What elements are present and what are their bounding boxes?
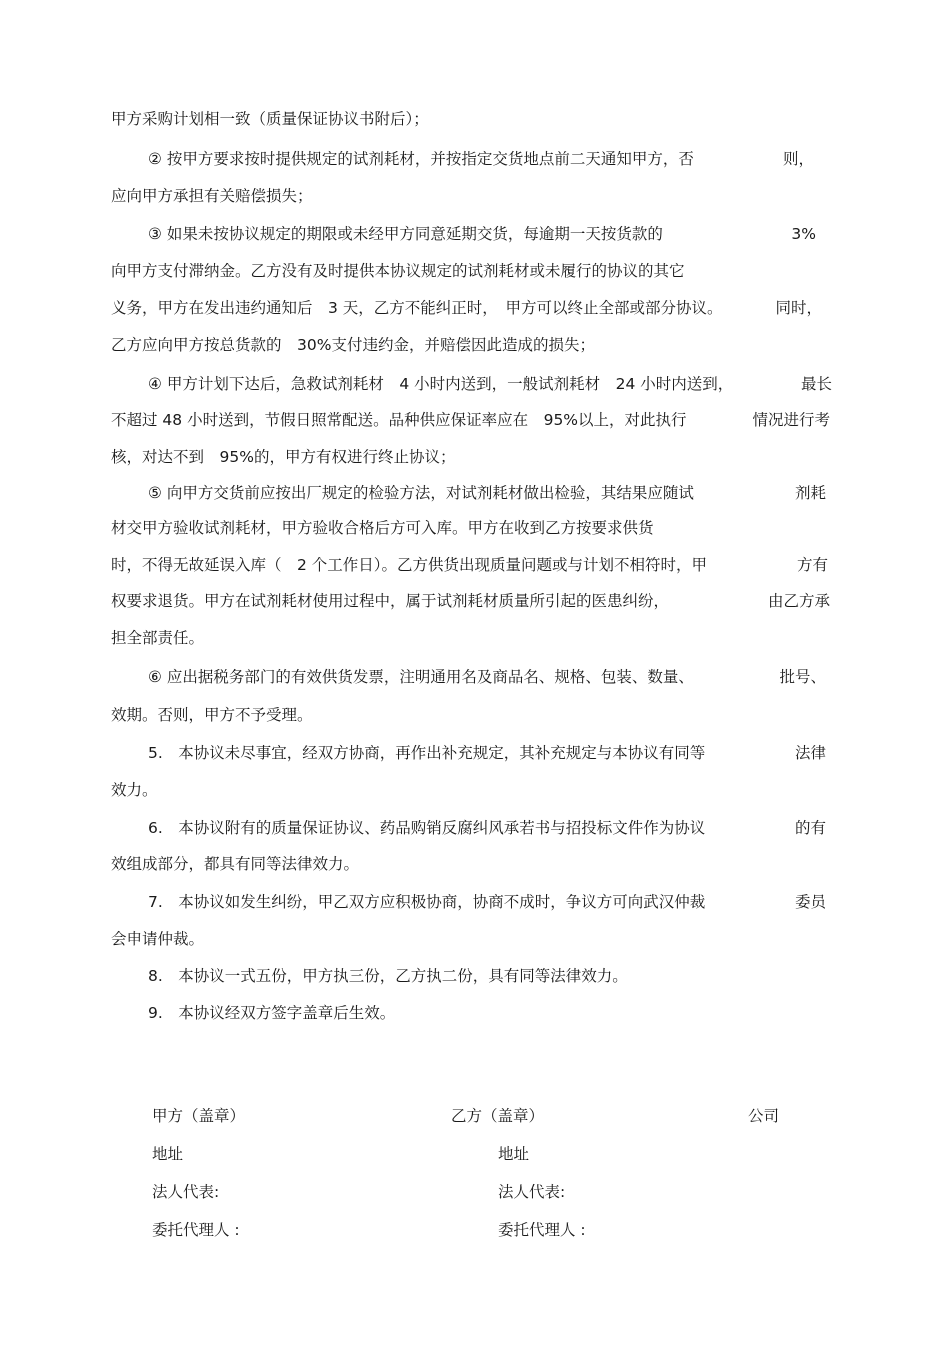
party-a-legal-rep: 法人代表: <box>152 1183 220 1201</box>
text-line: ③ 如果未按协议规定的期限或未经甲方同意延期交货，每逾期一天按货款的 <box>148 225 663 243</box>
text-line: 9. 本协议经双方签字盖章后生效。 <box>148 1004 396 1022</box>
text-line: 甲方采购计划相一致（质量保证协议书附后）； <box>111 110 429 128</box>
text-line-tail: 批号、 <box>779 668 826 686</box>
text-line: 材交甲方验收试剂耗材，甲方验收合格后方可入库。甲方在收到乙方按要求供货 <box>111 519 654 537</box>
text-line: 6. 本协议附有的质量保证协议、药品购销反腐纠风承若书与招投标文件作为协议 <box>148 819 706 837</box>
text-line-tail: 委员 <box>794 893 826 911</box>
party-a-seal: 甲方（盖章） <box>152 1107 246 1125</box>
party-b-legal-rep: 法人代表: <box>498 1183 566 1201</box>
text-line-tail: 剂耗 <box>794 484 826 502</box>
text-line: ⑤ 向甲方交货前应按出厂规定的检验方法，对试剂耗材做出检验，其结果应随试 <box>148 484 694 502</box>
text-line-tail: 的有 <box>794 819 826 837</box>
party-b-seal: 乙方（盖章） <box>451 1107 545 1125</box>
text-line: 时，不得无故延误入库（ 2 个工作日）。乙方供货出现质量问题或与计划不相符时，甲 <box>111 556 708 574</box>
text-line-tail: 同时， <box>775 299 822 317</box>
text-line-tail: 3% <box>791 225 816 243</box>
text-line: 7. 本协议如发生纠纷，甲乙双方应积极协商，协商不成时，争议方可向武汉仲裁 <box>148 893 706 911</box>
text-line: 会申请仲裁。 <box>111 930 205 948</box>
text-line: 8. 本协议一式五份，甲方执三份，乙方执二份，具有同等法律效力。 <box>148 967 628 985</box>
text-line: 不超过 48 小时送到，节假日照常配送。品种供应保证率应在 95%以上，对此执行 <box>111 411 687 429</box>
company-label: 公司 <box>748 1107 780 1125</box>
text-line: 效力。 <box>111 781 158 799</box>
text-line: 效组成部分，都具有同等法律效力。 <box>111 855 360 873</box>
text-line: 义务，甲方在发出违约通知后 3 天，乙方不能纠正时， 甲方可以终止全部或部分协议。 <box>111 299 723 317</box>
party-a-address: 地址 <box>152 1145 184 1163</box>
text-line: 权要求退货。甲方在试剂耗材使用过程中，属于试剂耗材质量所引起的医患纠纷， <box>111 592 670 610</box>
text-line-tail: 法律 <box>794 744 826 762</box>
text-line-tail: 方有 <box>796 556 828 574</box>
text-line-tail: 由乙方承 <box>767 592 830 610</box>
party-b-agent: 委托代理人 : <box>498 1221 586 1239</box>
text-line: 效期。否则，甲方不予受理。 <box>111 706 313 724</box>
text-line: ④ 甲方计划下达后，急救试剂耗材 4 小时内送到，一般试剂耗材 24 小时内送到， <box>148 375 734 393</box>
text-line-tail: 则， <box>782 150 814 168</box>
text-line: 5. 本协议未尽事宜，经双方协商，再作出补充规定，其补充规定与本协议有同等 <box>148 744 706 762</box>
text-line: 向甲方支付滞纳金。乙方没有及时提供本协议规定的试剂耗材或未履行的协议的其它 <box>111 262 685 280</box>
text-line: 核，对达不到 95%的，甲方有权进行终止协议； <box>111 448 456 466</box>
text-line: 应向甲方承担有关赔偿损失； <box>111 187 313 205</box>
text-line-tail: 情况进行考 <box>752 411 830 429</box>
text-line: ② 按甲方要求按时提供规定的试剂耗材，并按指定交货地点前二天通知甲方，否 <box>148 150 694 168</box>
text-line: 担全部责任。 <box>111 629 205 647</box>
text-line-tail: 最长 <box>800 375 832 393</box>
party-a-agent: 委托代理人 : <box>152 1221 240 1239</box>
text-line: 乙方应向甲方按总货款的 30%支付违约金，并赔偿因此造成的损失； <box>111 336 595 354</box>
party-b-address: 地址 <box>498 1145 530 1163</box>
text-line: ⑥ 应出据税务部门的有效供货发票，注明通用名及商品名、规格、包装、数量、 <box>148 668 694 686</box>
